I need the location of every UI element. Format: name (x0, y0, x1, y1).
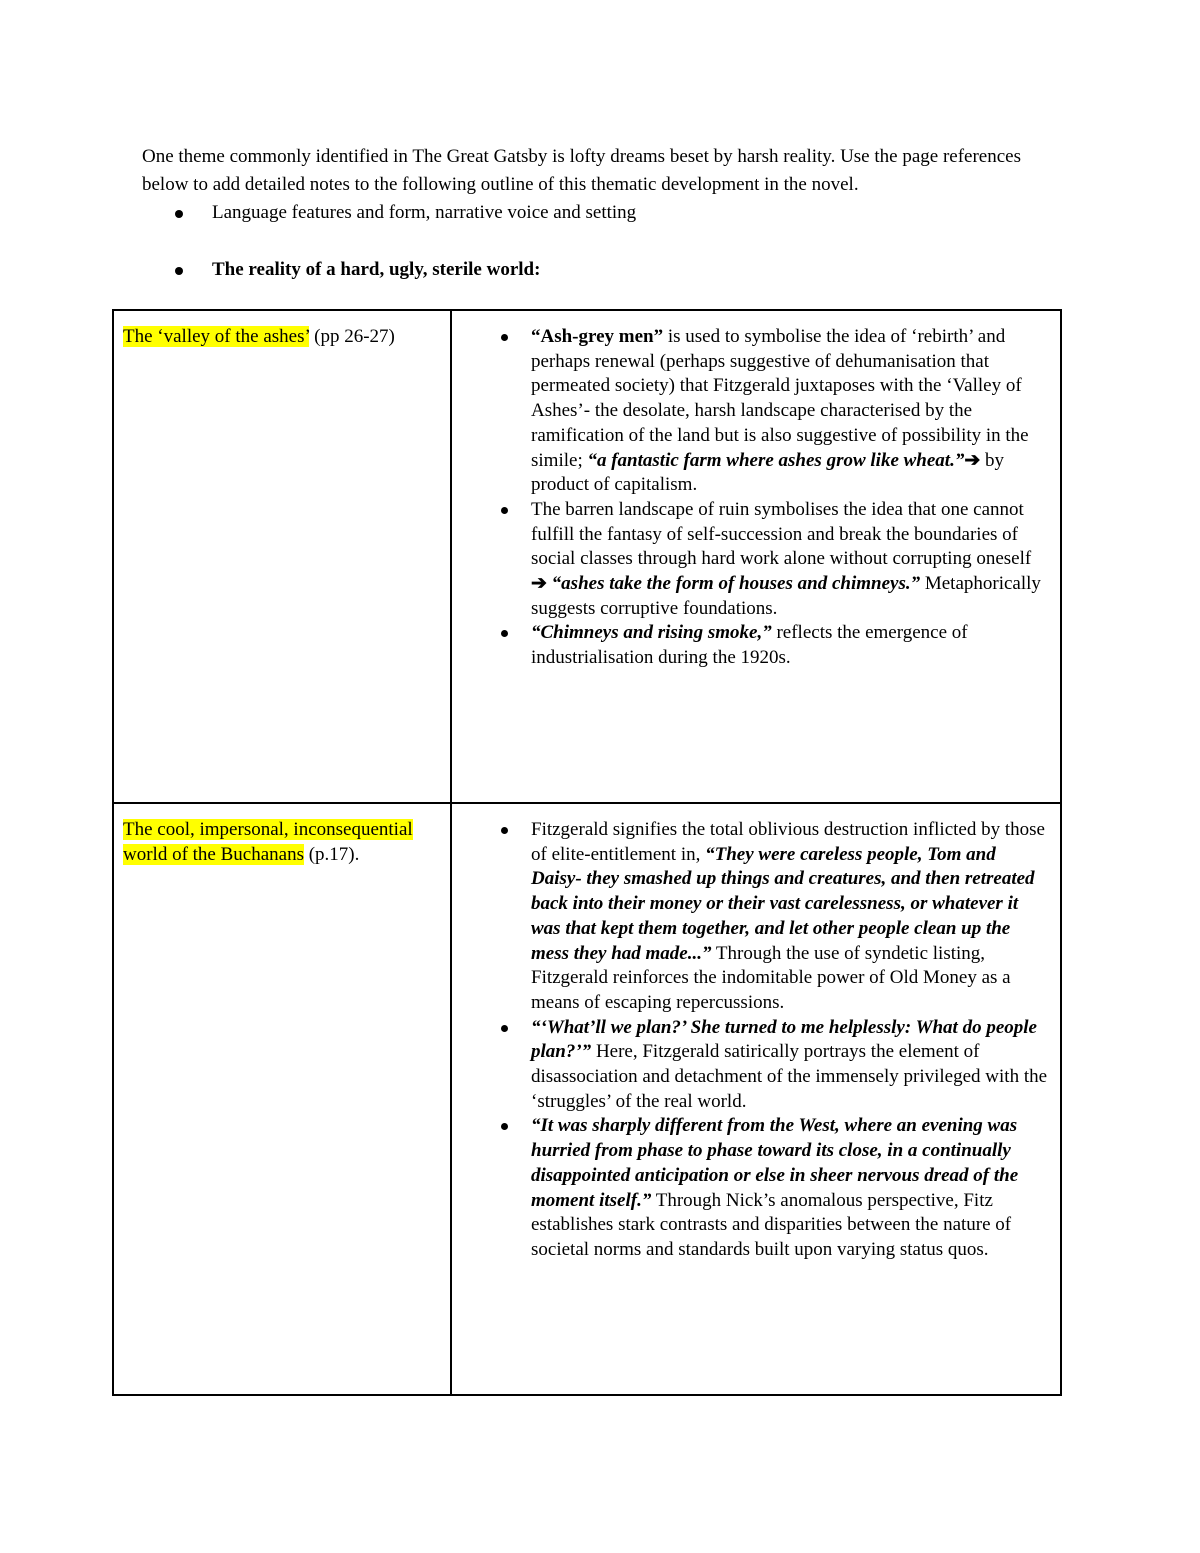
list-item (452, 621, 1048, 670)
note-text: Through Nick’s anomalous perspective, Fitz establishes stark contrasts and disparities between the nature of societal norms and standards built upon varying status quos. (531, 1189, 1012, 1260)
notes-list (452, 818, 1048, 1263)
bullet-icon (501, 507, 508, 514)
topic-highlight: The ‘valley of the ashes’ (123, 326, 310, 347)
quote-text: “Ash-grey men” (531, 326, 664, 347)
quote-text: “It was sharply different from the West, where an evening was hurried from phase to phase toward its close, in a continually disappointed anticipation or else in sheer nervous dread of the moment itself.” (531, 1115, 1019, 1211)
bullet-icon (501, 827, 508, 834)
topic-page-ref: (p.17). (303, 843, 360, 865)
note-text: The barren landscape of ruin symbolises the idea that one cannot fulfill the fantasy of self-succession and break the boundaries of social classes through hard work alone without corrupting oneself (531, 498, 1032, 570)
list-item (452, 1016, 1048, 1115)
notes-list (452, 325, 1048, 671)
bullet-icon (501, 334, 508, 341)
intro-bullet-text: Language features and form, narrative voice and setting (212, 202, 637, 223)
table-row (113, 803, 1061, 1395)
note-text: Metaphorically suggests corruptive foundations. (531, 573, 1041, 619)
list-item (452, 1114, 1048, 1262)
arrow-icon: ➔ (964, 449, 981, 471)
list-item (452, 325, 1048, 498)
outline-table (112, 309, 1062, 1396)
topic-cell (113, 310, 451, 803)
quote-text: “a fantastic farm where ashes grow like wheat.” (587, 449, 965, 471)
quote-text: “‘What’ll we plan?’ She turned to me helplessly: What do people plan?’” (531, 1016, 1037, 1063)
intro-bullet-text: The reality of a hard, ugly, sterile world: (212, 259, 541, 280)
notes-cell (451, 803, 1061, 1395)
bullet-icon (175, 210, 183, 218)
note-text: by product of capitalism. (531, 449, 1005, 496)
notes-cell (451, 310, 1061, 803)
arrow-icon: ➔ (531, 573, 547, 595)
note-text: reflects the emergence of industrialisation during the 1920s. (531, 622, 968, 669)
note-text: is used to symbolise the idea of ‘rebirth’ and perhaps renewal (perhaps suggestive of dehumanisation that permeated society) that Fitzgerald juxtaposes with the ‘Valley of Ashes’- the desolate, harsh landscape characterised by the ramification of the land but is also suggestive of possibility in the simile; (531, 326, 1029, 471)
list-item (452, 498, 1048, 622)
intro-bullet-reality (142, 256, 1062, 284)
topic-highlight: The cool, impersonal, inconsequential world of the Buchanans (123, 819, 413, 865)
note-text: Here, Fitzgerald satirically portrays the element of disassociation and detachment of the immensely privileged with the ‘struggles’ of the real world. (531, 1041, 1048, 1112)
topic-cell (113, 803, 451, 1395)
note-text: Through the use of syndetic listing, Fitzgerald reinforces the indomitable power of Old Money as a means of escaping repercussions. (531, 942, 1011, 1013)
intro-paragraph: One theme commonly identified in The Great Gatsby is lofty dreams beset by harsh reality. Use the page references below to add detailed notes to the following outline of this thematic development in the novel. (142, 146, 1021, 195)
quote-text: “ashes take the form of houses and chimneys.” (546, 573, 921, 595)
quote-text: “They were careless people, Tom and Daisy- they smashed up things and creatures, and then retreated back into their money or their vast carelessness, or whatever it was that kept them together, and let other people clean up the mess they had made...” (531, 843, 1035, 964)
intro-section (142, 143, 1062, 284)
intro-bullet-list (142, 199, 1062, 284)
bullet-icon (501, 1025, 508, 1032)
list-item (452, 818, 1048, 1016)
bullet-icon (501, 630, 508, 637)
bullet-icon (501, 1123, 508, 1130)
intro-bullet-language (142, 199, 1062, 227)
table-row (113, 310, 1061, 803)
bullet-icon (175, 267, 183, 275)
note-text: Fitzgerald signifies the total oblivious destruction inflicted by those of elite-entitlement in, (531, 819, 1045, 865)
quote-text: “Chimneys and rising smoke,” (531, 622, 772, 644)
topic-page-ref: (pp 26-27) (309, 326, 395, 347)
